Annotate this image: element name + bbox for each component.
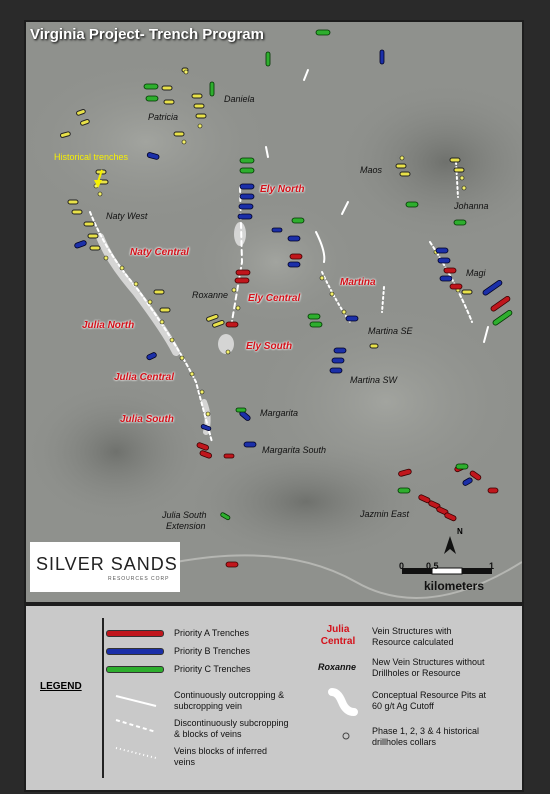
label-ely-south: Ely South <box>246 341 293 352</box>
label-naty-central: Naty Central <box>130 247 189 258</box>
legend-priority-b: Priority B Trenches <box>174 646 251 656</box>
logo-subtitle: RESOURCES CORP <box>108 576 170 582</box>
label-margarita-south: Margarita South <box>262 445 327 455</box>
legend-swatch-priority-a <box>106 630 164 637</box>
label-martina-sw: Martina SW <box>350 375 398 385</box>
map-area <box>26 22 522 602</box>
label-margarita: Margarita <box>260 408 299 418</box>
legend-pits-2: 60 g/t Ag Cutoff <box>372 701 434 711</box>
label-julia-south: Julia South <box>120 414 174 425</box>
label-ely-central: Ely Central <box>248 293 301 304</box>
legend-pit-symbol <box>324 684 364 720</box>
resource-pit <box>234 222 246 246</box>
map-canvas <box>26 22 522 602</box>
legend-discontinuous-vein-1: Discontinuously subcropping <box>174 718 289 728</box>
label-roxanne: Roxanne <box>192 290 229 300</box>
north-label: N <box>457 527 463 536</box>
legend-panel <box>26 606 522 790</box>
label-historical-trenches: Historical trenches <box>54 152 129 162</box>
legend-priority-c: Priority C Trenches <box>174 664 251 674</box>
scale-tick-0: 0 <box>399 561 405 571</box>
legend-divider <box>102 618 104 778</box>
terrain-patch <box>186 192 366 332</box>
legend-continuous-vein-1: Continuously outcropping & <box>174 690 285 700</box>
label-martina-se: Martina SE <box>368 326 413 336</box>
legend-sample-red-1: Julia <box>326 624 350 635</box>
company-logo <box>30 542 180 592</box>
legend-inferred-vein-2: veins <box>174 757 196 767</box>
label-johanna: Johanna <box>454 201 489 211</box>
label-julia-south-extension-1: Julia South <box>162 510 207 520</box>
map-title: Virginia Project- Trench Program <box>30 26 264 43</box>
legend-drillhole-symbol <box>340 730 352 742</box>
terrain-patch <box>26 382 206 522</box>
terrain-patch <box>186 442 426 562</box>
legend-discontinuous-vein-2: & blocks of veins <box>174 729 242 739</box>
legend-sample-red-2: Central <box>320 636 356 647</box>
scale-block <box>394 527 514 599</box>
label-martina: Martina <box>340 277 376 288</box>
legend-resource-1: Vein Structures with <box>372 626 452 636</box>
legend-new-vein-1: New Vein Structures without <box>372 657 485 667</box>
label-julia-central: Julia Central <box>114 372 175 383</box>
legend-inferred-vein-1: Veins blocks of inferred <box>174 746 268 756</box>
label-maos: Maos <box>360 165 383 175</box>
scale-tick-1: 1 <box>489 561 495 571</box>
legend-priority-a: Priority A Trenches <box>174 628 250 638</box>
label-patricia: Patricia <box>148 112 179 122</box>
legend-drillholes-1: Phase 1, 2, 3 & 4 historical <box>372 726 480 736</box>
legend-resource-2: Resource calculated <box>372 637 454 647</box>
legend-swatch-priority-b <box>106 648 164 655</box>
legend-continuous-vein-2: subcropping vein <box>174 701 243 711</box>
label-naty-west: Naty West <box>106 211 148 221</box>
legend-vein-symbols <box>110 692 170 772</box>
label-julia-south-extension-2: Extension <box>166 521 206 531</box>
legend-drillholes-2: drillholes collars <box>372 737 437 747</box>
legend-title: LEGEND <box>40 681 82 692</box>
label-magi: Magi <box>466 268 486 278</box>
legend-new-vein-2: Drillholes or Resource <box>372 668 461 678</box>
legend-swatch-priority-c <box>106 666 164 673</box>
scale-tick-05: 0.5 <box>426 561 439 571</box>
legend-pits-1: Conceptual Resource Pits at <box>372 690 487 700</box>
label-ely-north: Ely North <box>260 184 305 195</box>
scale-unit: kilometers <box>424 579 485 593</box>
legend-sample-italic: Roxanne <box>318 662 357 672</box>
logo-brand: SILVER SANDS <box>36 554 178 574</box>
label-jazmin-east: Jazmin East <box>360 509 410 519</box>
label-julia-north: Julia North <box>82 320 135 331</box>
label-daniela: Daniela <box>224 94 255 104</box>
